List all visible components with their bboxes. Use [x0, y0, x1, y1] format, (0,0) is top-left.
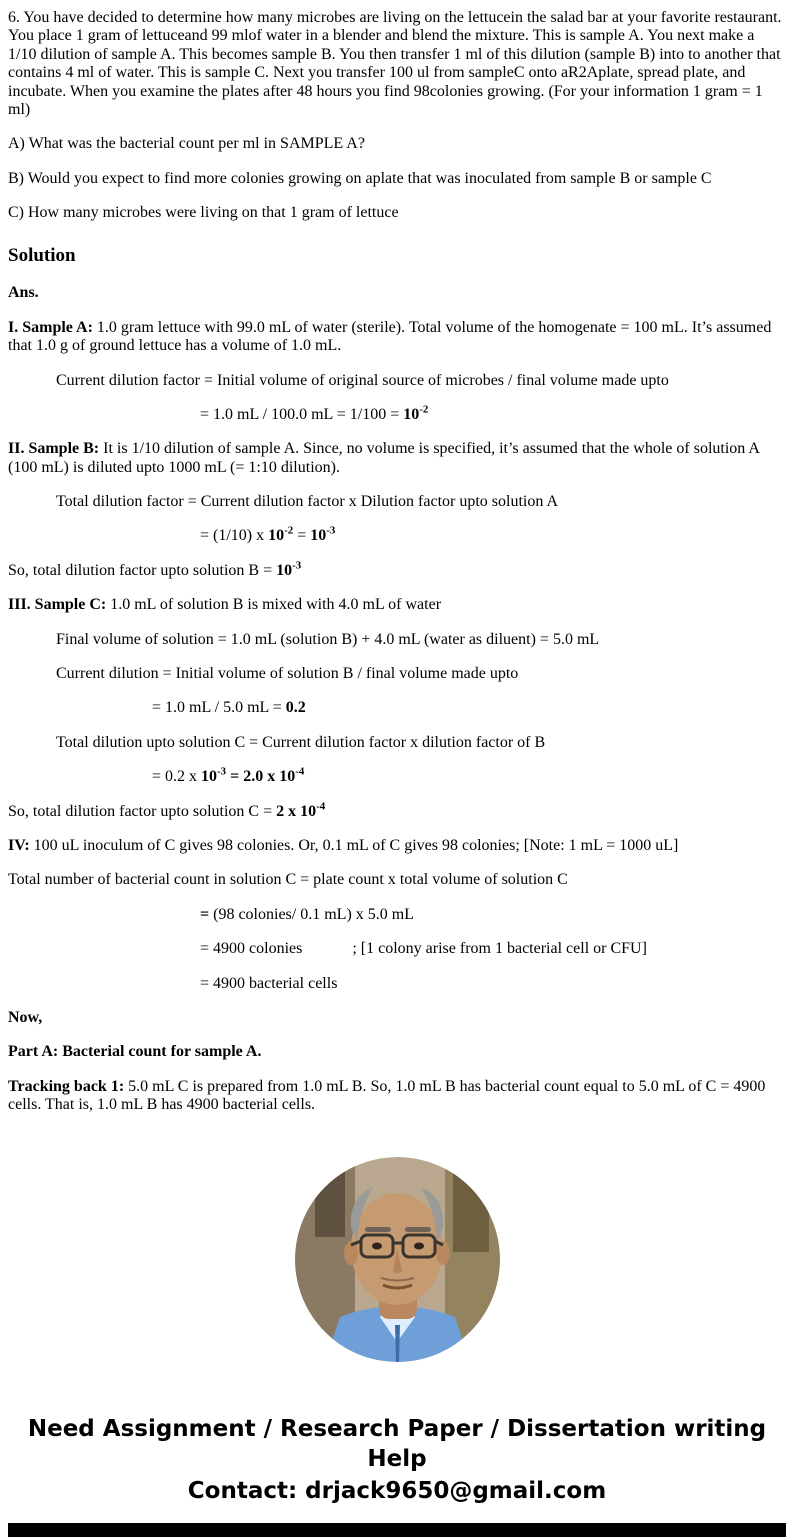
tracking-back-text: 5.0 mL C is prepared from 1.0 mL B. So, 1.0 mL B has bacterial count equal to 5.0 mL of C = 4900 cells. That is, 1.0 mL B has 4900 bacterial cells. [8, 1077, 766, 1114]
sample-a-label: I. Sample A: [8, 318, 93, 336]
part-iv-formula: Total number of bacterial count in solution C = plate count x total volume of solution C [8, 871, 568, 889]
sample-a-calc [200, 403, 786, 424]
sample-a-formula: Current dilution factor = Initial volume of original source of microbes / final volume made upto [56, 371, 669, 389]
calc-exponent: -4 [295, 765, 305, 778]
calc-exponent: -2 [284, 525, 294, 538]
calc-text: = 0.2 x [152, 768, 202, 786]
tracking-back-label: Tracking back 1: [8, 1077, 125, 1095]
result-exponent: -3 [292, 559, 302, 572]
question-part-b: B) Would you expect to find more colonies growing on aplate that was inoculated from sample B or sample C [8, 169, 712, 187]
now-label [8, 1009, 786, 1027]
calc-text: = 1.0 mL / 100.0 mL = 1/100 = [200, 405, 404, 423]
solution-heading: Solution [8, 244, 76, 266]
calc-text: = [293, 527, 311, 545]
answer-label-text: Ans. [8, 284, 39, 302]
part-iv-calc-1 [200, 906, 786, 924]
calc-exponent: -2 [419, 403, 429, 416]
question-part-a: A) What was the bacterial count per ml in SAMPLE A? [8, 135, 365, 153]
calc-text: = (1/10) x [200, 527, 269, 545]
tracking-back-paragraph [8, 1078, 786, 1115]
result-text: So, total dilution factor upto solution C = [8, 802, 277, 820]
sample-c-calc-1 [152, 699, 786, 717]
calc-value: 10 [268, 527, 285, 545]
result-value: 2 x 10 [276, 802, 317, 820]
sample-c-text: 1.0 mL of solution B is mixed with 4.0 mL of water [106, 596, 442, 614]
part-iv-text: 100 uL inoculum of C gives 98 colonies. Or, 0.1 mL of C gives 98 colonies; [Note: 1 mL = 1000 uL] [29, 837, 679, 854]
part-a-heading-text: Part A: Bacterial count for sample A. [8, 1043, 262, 1061]
result-exponent: -4 [316, 800, 326, 813]
sample-c-result [8, 800, 786, 821]
sample-c-formula-3: Total dilution upto solution C = Current dilution factor x dilution factor of B [56, 733, 546, 751]
bottom-black-bar [8, 1523, 786, 1537]
part-iv-paragraph [8, 837, 786, 855]
calc-text: = 1.0 mL / 5.0 mL = [152, 699, 286, 717]
sample-a-text: 1.0 gram lettuce with 99.0 mL of water (sterile). Total volume of the homogenate = 100 mL. It’s assumed that 1.0 g of ground lettuce has a volume of 1.0 mL. [8, 318, 772, 355]
footer-help-text: Need Assignment / Research Paper / Dissertation writing Help [27, 1415, 767, 1472]
part-iv-calc-2 [200, 940, 786, 958]
calc-exponent: -3 [326, 525, 336, 538]
sample-c-calc-2 [152, 765, 786, 786]
calc-value: 10 [201, 768, 218, 786]
calc-result: 10 [403, 405, 420, 423]
question-part-c: C) How many microbes were living on that 1 gram of lettuce [8, 204, 399, 222]
result-value: 10 [276, 561, 293, 579]
sample-b-text: It is 1/10 dilution of sample A. Since, no volume is specified, it’s assumed that the whole of solution A (100 mL) is diluted upto 1000 mL (= 1:10 dilution). [8, 440, 760, 476]
answer-label [8, 284, 786, 302]
sample-b-formula: Total dilution factor = Current dilution factor x Dilution factor upto solution A [56, 493, 559, 511]
sample-b-paragraph [8, 440, 786, 477]
sample-b-label: II. Sample B: [8, 440, 100, 458]
sample-b-result [8, 559, 786, 580]
calc-result: = 2.0 x 10 [226, 768, 296, 786]
calc-result: 0.2 [285, 699, 306, 717]
calc-text: = 4900 colonies [200, 940, 303, 958]
footer-contact-email: Contact: drjack9650@gmail.com [187, 1477, 607, 1504]
calc-exponent: -3 [217, 765, 227, 778]
part-a-heading [8, 1043, 786, 1061]
avatar-container [8, 1157, 786, 1367]
sample-a-paragraph [8, 319, 786, 356]
now-text: Now, [8, 1008, 43, 1026]
part-iv-label: IV: [8, 837, 30, 854]
part-iv-calc-3: = 4900 bacterial cells [200, 974, 338, 992]
calc-equals: = [200, 905, 210, 923]
calc-result: 10 [310, 527, 327, 545]
sample-c-formula-2: Current dilution = Initial volume of solution B / final volume made upto [56, 665, 519, 683]
sample-c-label: III. Sample C: [8, 596, 107, 614]
tutor-photo [295, 1157, 500, 1362]
calc-note: ; [1 colony arise from 1 bacterial cell or CFU] [352, 940, 647, 958]
footer-banner [8, 1415, 786, 1507]
sample-b-calc [200, 527, 786, 545]
result-text: So, total dilution factor upto solution B = [8, 561, 277, 579]
calc-text: (98 colonies/ 0.1 mL) x 5.0 mL [209, 905, 414, 923]
tutor-photo-graphic [295, 1157, 500, 1362]
sample-c-paragraph [8, 596, 786, 614]
sample-c-formula-1: Final volume of solution = 1.0 mL (solution B) + 4.0 mL (water as diluent) = 5.0 mL [56, 630, 600, 648]
question-intro: 6. You have decided to determine how many microbes are living on the lettucein the salad bar at your favorite restaurant. You place 1 gram of lettuceand 99 mlof water in a blender and blend the mixture. This is sample A. You next make a 1/10 dilution of sample A. This becomes sample B. You then transfer 1 ml of this dilution (sample B) into to another that contains 4 ml of water. This is sample C. Next you transfer 100 ul from sampleC onto aR2Aplate, spread plate, and incubate. When you examine the plates after 48 hours you find 98colonies growing. (For your information 1 gram = 1 ml) [8, 9, 782, 118]
